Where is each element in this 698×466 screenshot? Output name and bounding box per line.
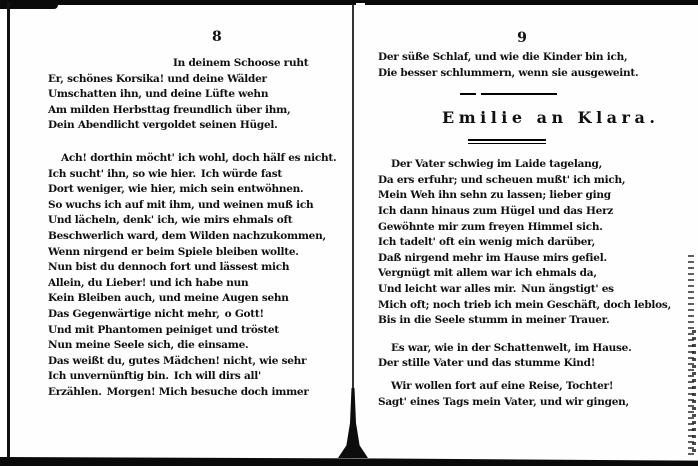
stanza-second xyxy=(48,151,340,401)
poem-line: Kein Bleiben auch, und meine Augen sehn xyxy=(48,292,289,305)
poem-line: Wenn nirgend er beim Spiele bleiben wollte. xyxy=(48,245,299,258)
poem-line: So wuchs ich auf mit ihm, und weinen muß ich xyxy=(48,198,314,211)
poem-line: Er, schönes Korsika! und deine Wälder xyxy=(48,72,267,85)
poem-line: Allein, du Lieber! und ich habe nun xyxy=(48,276,249,289)
poem-line: Am milden Herbsttag freundlich über ihm, xyxy=(48,103,291,116)
section-divider-rule xyxy=(460,93,557,95)
poem-line: Erzählen. Morgen! Mich besuche doch immer xyxy=(48,385,309,398)
stanza-continuation xyxy=(48,72,340,134)
poem-line: Beschwerlich ward, dem Wilden nachzukommen, xyxy=(48,229,326,242)
poem-line: Das Gegenwärtige nicht mehr, o Gott! xyxy=(48,307,264,320)
poem-line: Der süße Schlaf, und wie die Kinder bin ich, xyxy=(378,51,628,63)
poem-line: Ich dann hinaus zum Hügel und das Herz xyxy=(378,204,614,217)
scan-edge-left xyxy=(7,2,10,462)
poem-title: Emilie an Klara. xyxy=(442,108,660,128)
poem-line: Nun meine Seele sich, die einsame. xyxy=(48,339,249,352)
poem-line: Es war, wie in der Schattenwelt, im Hause. xyxy=(391,341,632,354)
page-left xyxy=(48,26,340,400)
poem-line: Ich tadelt' oft ein wenig mich darüber, xyxy=(378,236,596,249)
poem-line: Nun bist du dennoch fort und lässest mich xyxy=(48,261,290,274)
stanza-intro xyxy=(378,50,666,81)
poem-line: Sagt' eines Tags mein Vater, und wir gingen, xyxy=(378,395,629,408)
poem-line: Und lächeln, denk' ich, wie mirs ehmals oft xyxy=(48,214,293,227)
title-underline-rule xyxy=(468,139,546,144)
poem-line: Mich oft; noch trieb ich mein Geschäft, doch leblos, xyxy=(378,298,671,311)
book-spine-blot xyxy=(338,388,368,458)
page-right xyxy=(378,30,671,410)
page-number-left: 8 xyxy=(212,29,222,45)
poem-line: Wir wollen fort auf eine Reise, Tochter! xyxy=(391,379,614,392)
poem-line: Dein Abendlicht vergoldet seinen Hügel. xyxy=(48,119,278,132)
poem-line: Ich unvernünftig bin. Ich will dirs all' xyxy=(48,370,261,383)
scan-edge-top xyxy=(0,0,698,5)
poem-line: Die besser schlummern, wenn sie ausgeweint. xyxy=(378,66,639,79)
poem-line: Dort weniger, wie hier, mich sein entwöhnen. xyxy=(48,183,304,196)
poem-line: Vergnügt mit allem war ich ehmals da, xyxy=(378,267,597,280)
poem-line: Ich sucht' ihn, so wie hier. Ich würde fast xyxy=(48,167,282,180)
poem-line: Mein Weh ihn sehn zu lassen; lieber ging xyxy=(378,189,611,202)
poem-line: Der stille Vater und das stumme Kind! xyxy=(378,357,596,370)
stanza-main xyxy=(378,157,671,329)
poem-line: Gewöhnte mir zum freyen Himmel sich. xyxy=(378,220,603,233)
poem-line: In deinem Schoose ruht xyxy=(173,57,309,69)
stanza-couplet-2 xyxy=(378,379,666,410)
poem-line: Ach! dorthin möcht' ich wohl, doch hälf es nicht. xyxy=(61,151,337,164)
poem-line: Bis in die Seele stumm in meiner Trauer. xyxy=(378,314,610,327)
page-fore-edge-speckles-inner xyxy=(692,330,696,456)
page-number-right: 9 xyxy=(517,30,527,46)
poem-line: Und mit Phantomen peiniget und tröstet xyxy=(48,323,279,336)
poem-line: Der Vater schwieg im Laide tagelang, xyxy=(391,158,603,171)
poem-line: Umschatten ihn, und deine Lüfte wehn xyxy=(48,88,269,101)
poem-line: Daß nirgend mehr im Hause mirs gefiel. xyxy=(378,251,607,264)
poem-line: Und leicht war alles mir. Nun ängstigt' es xyxy=(378,282,614,295)
poem-line: Das weißt du, gutes Mädchen! nicht, wie sehr xyxy=(48,354,307,367)
stanza-couplet-1 xyxy=(378,341,666,372)
poem-line: Da ers erfuhr; und scheuen mußt' ich mich, xyxy=(378,173,626,186)
scan-edge-top-notch xyxy=(356,3,365,8)
